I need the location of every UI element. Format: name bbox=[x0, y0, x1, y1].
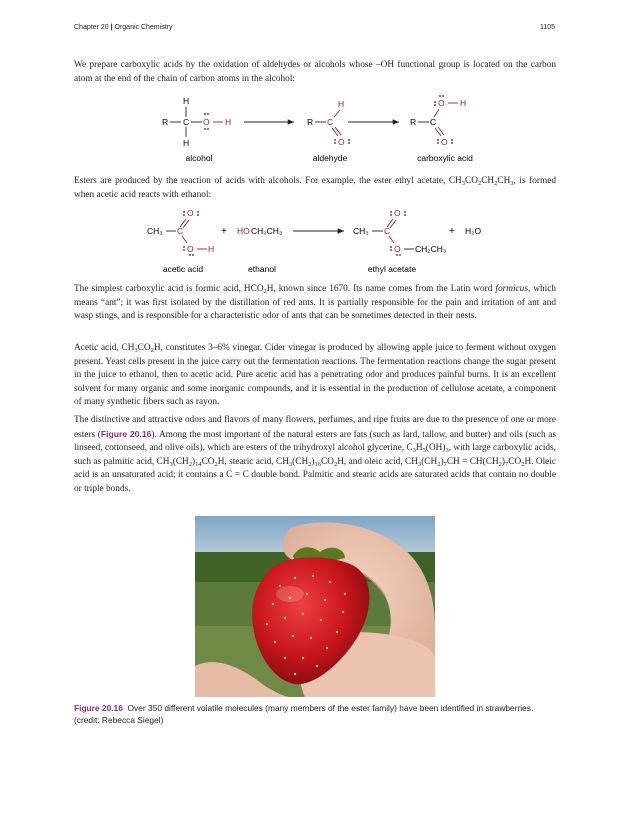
svg-text:O: O bbox=[187, 244, 194, 254]
water: H₂O bbox=[465, 226, 482, 236]
atom-h-top: H bbox=[183, 96, 190, 106]
label-acetic-acid: acetic acid bbox=[162, 264, 204, 274]
chapter-title: Organic Chemistry bbox=[114, 24, 173, 31]
chapter-number: Chapter 20 bbox=[74, 24, 109, 31]
acetic-acid-structure bbox=[147, 208, 214, 256]
label-ethyl-acetate: ethyl acetate bbox=[367, 264, 417, 274]
svg-text:H: H bbox=[208, 244, 215, 254]
oleic-acid-formula: $CH_3(CH_2)_7CH = CH(CH_2)_7CO_2H$ bbox=[405, 456, 532, 468]
running-header bbox=[74, 24, 555, 31]
atom-h-bottom: H bbox=[183, 138, 190, 148]
atom-c: C bbox=[327, 117, 334, 127]
atom-o-carbonyl: O bbox=[441, 137, 448, 147]
carboxylic-acid-structure bbox=[410, 95, 466, 147]
strawberry-photo bbox=[195, 516, 435, 697]
svg-text:CH₃: CH₃ bbox=[353, 226, 369, 236]
formic-acid-paragraph: The simplest carboxylic acid is formic acid, $HCO_2H$, known since 1670. Its name comes from the Latin word formicus, which means “ant”; it was first isolated by the distillation of red ants. It is partially responsible for the pain and irritation of ant and wasp stings, and is responsible for a characteristic odor of ants that can be sometimes detected in their nests. bbox=[74, 284, 556, 322]
ethanol-structure bbox=[237, 226, 282, 236]
atom-c: C bbox=[183, 117, 190, 127]
esters-paragraph: Esters are produced by the reaction of acids with alcohols. For example, the ester ethyl acetate, $CH_3CO_2CH_2CH_3$, is formed when acetic acid reacts with ethanol: bbox=[74, 176, 556, 200]
figure-label: Figure 20.16 bbox=[74, 703, 123, 713]
ethyl-acetate-structure bbox=[353, 208, 446, 256]
double-bond-formula: C = C bbox=[226, 470, 249, 481]
natural-esters-paragraph: The distinctive and attractive odors and flavors of many flowers, perfumes, and ripe fruits are due to the presence of one or more esters (Figure 20.16). Among the most important of the natural esters are fats (such as lard, tallow, and butter) and oils (such as linseed, cottonseed, and olive oils), which are esters of the trihydroxyl alcohol glycerine, $C_3H_5(OH)_3$, with large carboxylic acids, such as palmitic acid, $CH_3(CH_2)_{14}CO_2H$, stearic acid, $CH_3(CH_2)_{16}CO_2H$, and oleic acid, $CH_3(CH_2)_7CH = CH(CH_2)_7CO_2H$. Oleic acid is an unsaturated acid; it contains a C = C double bond. Palmitic and stearic acids are saturated acids that contain no double or triple bonds. bbox=[74, 415, 557, 494]
svg-text:C: C bbox=[177, 226, 184, 236]
header-separator: | bbox=[110, 24, 113, 31]
atom-h-hydroxyl: H bbox=[225, 117, 232, 127]
atom-c: C bbox=[430, 117, 437, 127]
label-alcohol: alcohol bbox=[185, 153, 213, 163]
figure-caption-text: Over 350 different volatile molecules (many members of the ester family) have been identified in strawberries. (credit: Rebecca Siegel) bbox=[74, 703, 534, 725]
methyl-group: CH₃ bbox=[147, 226, 163, 236]
oxidation-reaction-diagram bbox=[74, 93, 556, 165]
atom-h: H bbox=[338, 99, 345, 109]
intro-paragraph: We prepare carboxylic acids by the oxidation of aldehydes or alcohols whose –OH functional group is located on the carbon atom at the end of the chain of carbon atoms in the alcohol: bbox=[74, 60, 556, 84]
atom-r: R bbox=[162, 117, 169, 127]
svg-text:C: C bbox=[384, 226, 391, 236]
svg-text:O: O bbox=[394, 208, 401, 218]
label-aldehyde: aldehyde bbox=[312, 153, 348, 163]
atom-h: H bbox=[460, 98, 467, 108]
figure-caption bbox=[74, 703, 556, 726]
atom-o: O bbox=[203, 117, 210, 127]
page-number: 1105 bbox=[539, 24, 555, 31]
atom-o-hydroxyl: O bbox=[438, 98, 445, 108]
atom-r: R bbox=[307, 117, 314, 127]
alcohol-structure bbox=[162, 96, 231, 148]
hydroxyl-group: HO bbox=[237, 226, 250, 236]
svg-text:CH₂CH₃: CH₂CH₃ bbox=[415, 244, 447, 254]
figure-reference-link[interactable]: Figure 20.16 bbox=[100, 428, 152, 439]
plus-sign-2: + bbox=[449, 226, 455, 237]
atom-r: R bbox=[410, 117, 417, 127]
ethyl-chain: CH₂CH₃ bbox=[251, 226, 283, 236]
esterification-reaction-diagram bbox=[74, 205, 556, 277]
atom-o: O bbox=[338, 137, 345, 147]
label-ethanol: ethanol bbox=[248, 264, 276, 274]
svg-text:O: O bbox=[187, 208, 194, 218]
svg-text:O: O bbox=[394, 244, 401, 254]
plus-sign-1: + bbox=[221, 226, 227, 237]
aldehyde-structure bbox=[307, 99, 350, 147]
label-carboxylic-acid: carboxylic acid bbox=[417, 153, 473, 163]
acetic-acid-paragraph: Acetic acid, $CH_3CO_2H$, constitutes 3–6% vinegar. Cider vinegar is produced by allowing apple juice to ferment without oxygen present. Yeast cells present in the juice carry out the fermentation reactions. The fermentation reactions change the sugar present in the juice to ethanol, then to acetic acid. Pure acetic acid has a penetrating odor and produces painful burns. It is an excellent solvent for many organic and some inorganic compounds, and it is essential in the production of cellulose acetate, a component of many synthetic fibers such as rayon. bbox=[74, 343, 556, 408]
